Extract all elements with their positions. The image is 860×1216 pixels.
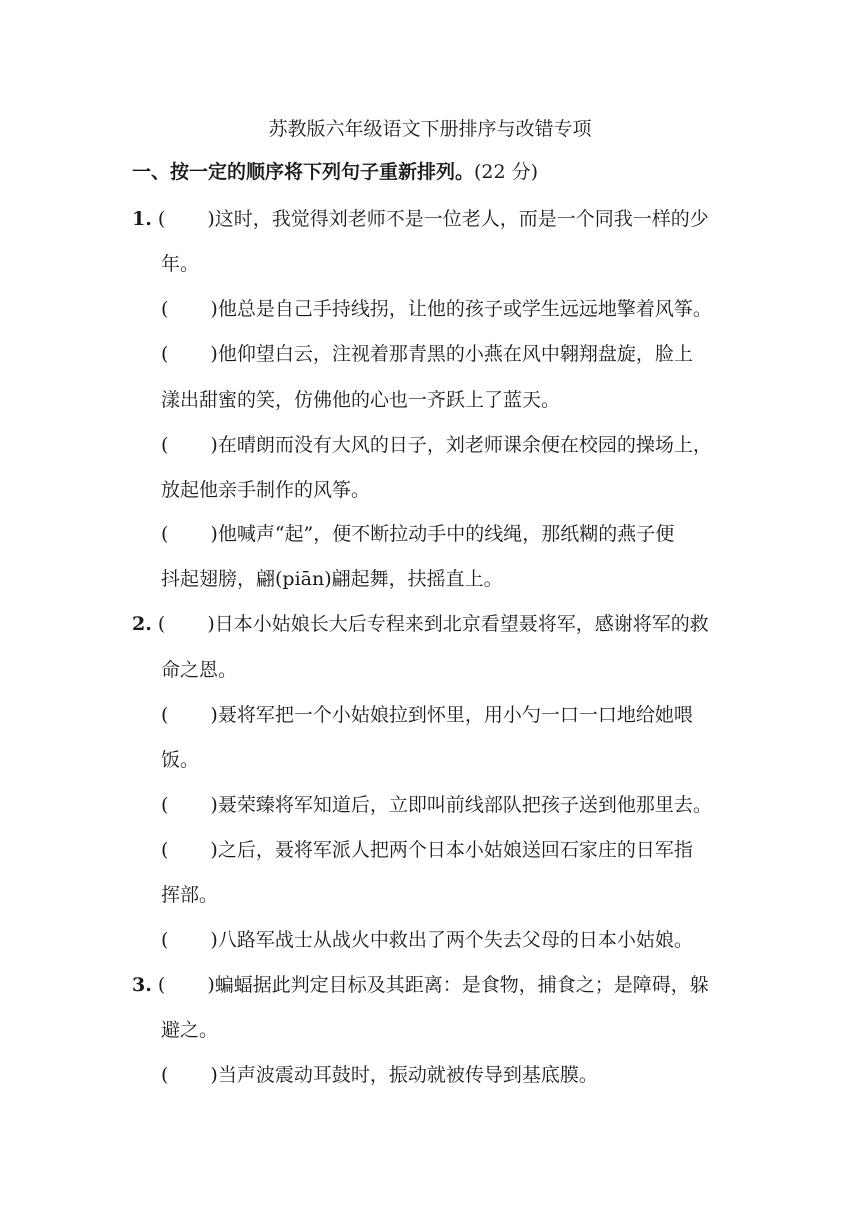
answer-blank[interactable]: ( ) (157, 974, 215, 996)
sentence-continuation: 避之。 (161, 1019, 219, 1041)
question-number: 2 (132, 613, 146, 635)
question-number: 1 (132, 208, 146, 230)
answer-blank[interactable]: ( ) (161, 1064, 218, 1086)
sentence-text: 之后，聂将军派人把两个日本小姑娘送回石家庄的日军指 (217, 839, 693, 861)
question-line (161, 295, 712, 323)
question-line (161, 431, 712, 459)
question-line (161, 1061, 598, 1089)
sentence-text: 蝙蝠据此判定目标及其距离：是食物，捕食之；是障碍，躲 (214, 974, 709, 996)
section-heading (132, 158, 538, 186)
sentence-continuation: 年。 (161, 253, 200, 275)
sentence-text: 他喊声“起”，便不断拉动手中的线绳，那纸糊的燕子便 (217, 523, 675, 545)
sentence-continuation: 饭。 (161, 749, 200, 771)
sentence-text: 聂荣臻将军知道后，立即叫前线部队把孩子送到他那里去。 (217, 794, 712, 816)
sentence-continuation: 放起他亲手制作的风筝。 (161, 479, 371, 501)
question-line (161, 340, 693, 368)
sentence-text: 日本小姑娘长大后专程来到北京看望聂将军，感谢将军的救 (214, 613, 709, 635)
question-number: 3 (132, 974, 146, 996)
question-line: 2. ( )日本小姑娘长大后专程来到北京看望聂将军，感谢将军的救 (132, 610, 709, 638)
answer-blank[interactable]: ( ) (161, 434, 218, 456)
answer-blank[interactable]: ( ) (161, 839, 218, 861)
question-line (161, 926, 693, 954)
sentence-text: 在晴朗而没有大风的日子，刘老师课余便在校园的操场上， (217, 434, 712, 456)
section-heading-text: 一、按一定的顺序将下列句子重新排列。 (132, 161, 475, 183)
answer-blank[interactable]: ( ) (161, 704, 218, 726)
answer-blank[interactable]: ( ) (161, 523, 218, 545)
question-line (161, 520, 674, 548)
sentence-continuation: 命之恩。 (161, 659, 238, 681)
sentence-text: 当声波震动耳鼓时，振动就被传导到基底膜。 (217, 1064, 598, 1086)
answer-blank[interactable]: ( ) (161, 343, 218, 365)
sentence-text: 这时，我觉得刘老师不是一位老人，而是一个同我一样的少 (214, 208, 709, 230)
section-score: (22 分) (474, 161, 539, 183)
answer-blank[interactable]: ( ) (157, 613, 215, 635)
sentence-text: 聂将军把一个小姑娘拉到怀里，用小勺一口一口地给她喂 (217, 704, 693, 726)
sentence-text: 他总是自己手持线拐，让他的孩子或学生远远地擎着风筝。 (217, 298, 712, 320)
answer-blank[interactable]: ( ) (161, 794, 218, 816)
question-line: 3. ( )蝙蝠据此判定目标及其距离：是食物，捕食之；是障碍，躲 (132, 971, 709, 999)
answer-blank[interactable]: ( ) (157, 208, 215, 230)
answer-blank[interactable]: ( ) (161, 298, 218, 320)
question-line (161, 836, 693, 864)
question-line (161, 791, 712, 819)
sentence-text: 八路军战士从战火中救出了两个失去父母的日本小姑娘。 (217, 929, 693, 951)
sentence-continuation: 抖起翅膀，翩(piān)翩起舞，扶摇直上。 (161, 568, 503, 590)
question-line: 1. ( )这时，我觉得刘老师不是一位老人，而是一个同我一样的少 (132, 205, 709, 233)
sentence-text: 他仰望白云，注视着那青黑的小燕在风中翱翔盘旋，脸上 (217, 343, 693, 365)
sentence-continuation: 漾出甜蜜的笑，仿佛他的心也一齐跃上了蓝天。 (161, 389, 561, 411)
answer-blank[interactable]: ( ) (161, 929, 218, 951)
document-title: 苏教版六年级语文下册排序与改错专项 (268, 118, 592, 140)
sentence-continuation: 挥部。 (161, 884, 219, 906)
question-line (161, 701, 693, 729)
